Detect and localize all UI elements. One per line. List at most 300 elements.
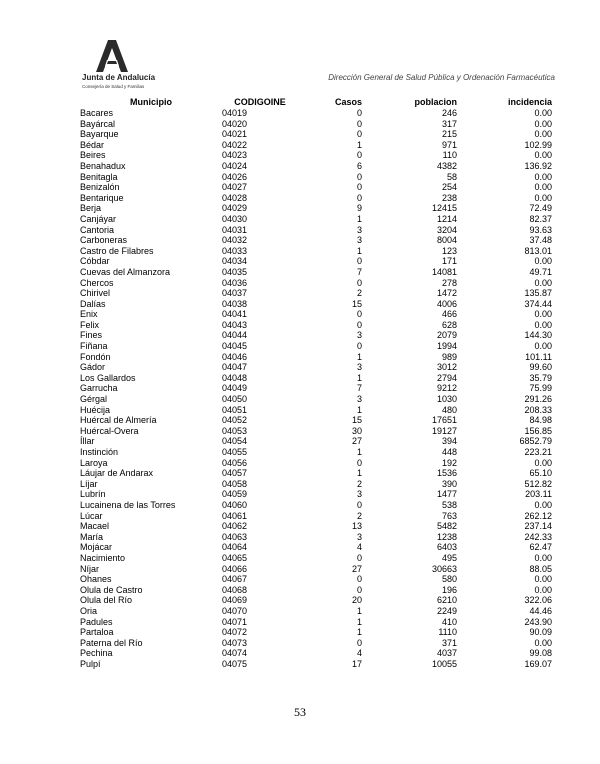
cell-incidencia: 82.37	[529, 213, 552, 224]
table-row	[80, 362, 552, 373]
cell-municipio: Pechina	[80, 648, 113, 659]
cell-municipio: Huécija	[80, 404, 111, 415]
cell-casos: 1	[356, 245, 362, 256]
cell-poblacion: 192	[441, 457, 457, 468]
table-row	[80, 193, 552, 204]
cell-municipio: Fines	[80, 330, 103, 341]
cell-incidencia: 0.00	[534, 309, 552, 320]
cell-casos: 0	[356, 277, 362, 288]
table-row	[80, 489, 552, 500]
cell-codigoine: 04053	[222, 425, 248, 436]
cell-codigoine: 04069	[222, 595, 248, 606]
cell-codigoine: 04047	[222, 362, 248, 373]
cell-municipio: Olula de Castro	[80, 584, 143, 595]
cell-codigoine: 04030	[222, 213, 248, 224]
cell-poblacion: 196	[441, 584, 457, 595]
cell-codigoine: 04065	[222, 552, 248, 563]
cell-incidencia: 93.63	[529, 224, 552, 235]
cell-casos: 7	[356, 383, 362, 394]
cell-codigoine: 04070	[222, 605, 248, 616]
table-row	[80, 161, 552, 172]
cell-casos: 3	[356, 394, 362, 405]
cell-poblacion: 3204	[436, 224, 457, 235]
cell-poblacion: 480	[441, 404, 457, 415]
table-row	[80, 352, 552, 363]
table-row	[80, 182, 552, 193]
cell-codigoine: 04062	[222, 521, 248, 532]
cell-casos: 20	[351, 595, 362, 606]
table-row	[80, 214, 552, 225]
cell-incidencia: 0.00	[534, 192, 552, 203]
cell-casos: 1	[356, 404, 362, 415]
cell-poblacion: 4037	[436, 648, 457, 659]
table-row	[80, 468, 552, 479]
cell-incidencia: 156.85	[524, 425, 552, 436]
cell-incidencia: 0.00	[534, 118, 552, 129]
cell-incidencia: 0.00	[534, 499, 552, 510]
cell-poblacion: 1214	[436, 213, 457, 224]
cell-codigoine: 04075	[222, 658, 248, 669]
cell-municipio: Benitagla	[80, 171, 118, 182]
table-row	[80, 140, 552, 151]
cell-incidencia: 136.92	[524, 160, 552, 171]
table-row	[80, 150, 552, 161]
table-row	[80, 447, 552, 458]
cell-codigoine: 04048	[222, 372, 248, 383]
cell-casos: 1	[356, 616, 362, 627]
cell-codigoine: 04041	[222, 309, 248, 320]
cell-casos: 3	[356, 224, 362, 235]
cell-incidencia: 101.11	[525, 351, 552, 362]
table-row	[80, 320, 552, 331]
cell-municipio: Cóbdar	[80, 256, 110, 267]
table-row	[80, 172, 552, 183]
cell-codigoine: 04052	[222, 415, 248, 426]
cell-incidencia: 144.30	[524, 330, 552, 341]
cell-poblacion: 110	[442, 150, 457, 161]
cell-municipio: Enix	[80, 309, 98, 320]
cell-casos: 3	[356, 362, 362, 373]
cell-codigoine: 04026	[222, 171, 248, 182]
logo-name: Junta de Andalucía	[82, 73, 156, 82]
cell-incidencia: 72.49	[529, 203, 552, 214]
cell-codigoine: 04033	[222, 245, 248, 256]
table-row	[80, 108, 552, 119]
cell-codigoine: 04064	[222, 542, 248, 553]
table-row	[80, 648, 552, 659]
table-row	[80, 330, 552, 341]
cell-municipio: Bayarque	[80, 129, 119, 140]
cell-poblacion: 394	[441, 436, 457, 447]
cell-casos: 0	[356, 319, 362, 330]
cell-incidencia: 169.07	[524, 658, 552, 669]
cell-codigoine: 04045	[222, 341, 248, 352]
cell-casos: 6	[356, 160, 362, 171]
page-number: 53	[294, 705, 306, 719]
table-row	[80, 627, 552, 638]
cell-municipio: Lúcar	[80, 510, 103, 521]
table-row	[80, 203, 552, 214]
table-row	[80, 288, 552, 299]
cell-poblacion: 628	[441, 319, 457, 330]
cell-municipio: Huércal-Overa	[80, 425, 139, 436]
cell-poblacion: 3012	[436, 362, 457, 373]
table-row	[80, 659, 552, 670]
cell-incidencia: 0.00	[534, 150, 552, 161]
cell-codigoine: 04037	[222, 288, 248, 299]
cell-poblacion: 495	[441, 552, 457, 563]
cell-casos: 2	[356, 288, 362, 299]
cell-incidencia: 291.26	[524, 394, 552, 405]
cell-codigoine: 04023	[222, 150, 248, 161]
cell-municipio: Fondón	[80, 351, 111, 362]
cell-codigoine: 04068	[222, 584, 248, 595]
cell-codigoine: 04021	[222, 129, 248, 140]
cell-casos: 27	[351, 436, 362, 447]
column-header-municipio: Municipio	[130, 97, 172, 108]
cell-incidencia: 0.00	[534, 277, 552, 288]
cell-poblacion: 58	[446, 171, 457, 182]
cell-casos: 0	[356, 457, 362, 468]
cell-codigoine: 04022	[222, 139, 248, 150]
table-row	[80, 542, 552, 553]
cell-casos: 13	[351, 521, 362, 532]
cell-casos: 30	[351, 425, 362, 436]
cell-municipio: Nacimiento	[80, 552, 126, 563]
cell-poblacion: 19127	[431, 425, 457, 436]
cell-poblacion: 246	[441, 108, 457, 118]
cell-codigoine: 04038	[222, 298, 248, 309]
cell-codigoine: 04073	[222, 637, 248, 648]
table-header-row	[80, 97, 552, 108]
cell-casos: 0	[356, 309, 362, 320]
cell-casos: 3	[356, 531, 362, 542]
cell-poblacion: 1110	[438, 627, 457, 638]
cell-casos: 7	[356, 266, 362, 277]
cell-poblacion: 371	[441, 637, 457, 648]
cell-poblacion: 8004	[436, 235, 457, 246]
cell-incidencia: 0.00	[534, 256, 552, 267]
cell-poblacion: 12415	[431, 203, 457, 214]
cell-poblacion: 2079	[436, 330, 457, 341]
cell-casos: 1	[356, 468, 362, 479]
cell-incidencia: 0.00	[534, 552, 552, 563]
cell-municipio: Bacares	[80, 108, 114, 118]
cell-incidencia: 208.33	[524, 404, 552, 415]
cell-poblacion: 448	[441, 447, 457, 457]
cell-codigoine: 04049	[222, 383, 248, 394]
cell-poblacion: 410	[441, 616, 457, 627]
cell-municipio: Bentarique	[80, 192, 124, 203]
cell-incidencia: 0.00	[534, 584, 552, 595]
cell-incidencia: 6852.79	[519, 436, 552, 447]
cell-municipio: Cantoria	[80, 224, 115, 235]
table-row	[80, 585, 552, 596]
cell-casos: 3	[356, 235, 362, 246]
table-row	[80, 235, 552, 246]
cell-casos: 0	[356, 341, 362, 352]
cell-municipio: Beires	[80, 150, 106, 161]
cell-codigoine: 04051	[222, 404, 248, 415]
cell-poblacion: 538	[441, 499, 457, 510]
cell-incidencia: 49.71	[529, 266, 552, 277]
cell-poblacion: 278	[441, 277, 457, 288]
junta-andalucia-logo	[82, 40, 172, 98]
cell-codigoine: 04072	[222, 627, 248, 638]
cell-casos: 2	[356, 510, 362, 521]
cell-municipio: Chercos	[80, 277, 114, 288]
table-row	[80, 436, 552, 447]
table-row	[80, 500, 552, 511]
cell-poblacion: 17651	[431, 415, 457, 426]
cell-poblacion: 1536	[436, 468, 457, 479]
table-row	[80, 129, 552, 140]
cell-casos: 1	[356, 605, 362, 616]
cell-incidencia: 90.09	[529, 627, 552, 638]
cell-casos: 0	[356, 574, 362, 585]
cell-casos: 0	[356, 499, 362, 510]
cell-poblacion: 466	[441, 309, 457, 320]
cell-poblacion: 1472	[436, 288, 457, 299]
cell-municipio: Macael	[80, 521, 110, 532]
cell-poblacion: 9212	[436, 383, 457, 394]
cell-codigoine: 04046	[222, 351, 248, 362]
cell-poblacion: 4382	[436, 160, 457, 171]
cell-codigoine: 04059	[222, 489, 248, 500]
cell-municipio: Lucainena de las Torres	[80, 499, 176, 510]
cell-municipio: Oria	[80, 605, 98, 616]
cell-poblacion: 14081	[431, 266, 457, 277]
cell-poblacion: 123	[441, 245, 457, 256]
cell-poblacion: 1030	[436, 394, 457, 405]
cell-codigoine: 04029	[222, 203, 248, 214]
cell-casos: 0	[356, 584, 362, 595]
cell-casos: 0	[356, 182, 362, 193]
cell-codigoine: 04058	[222, 478, 248, 489]
table-row	[80, 299, 552, 310]
table-row	[80, 373, 552, 384]
table-row	[80, 458, 552, 469]
cell-codigoine: 04060	[222, 499, 248, 510]
cell-incidencia: 0.00	[534, 108, 552, 118]
cell-poblacion: 215	[441, 129, 457, 140]
column-header-incidencia: incidencia	[507, 97, 552, 108]
cell-codigoine: 04057	[222, 468, 248, 479]
cell-casos: 4	[356, 648, 362, 659]
table-row	[80, 532, 552, 543]
cell-casos: 1	[356, 627, 362, 638]
cell-incidencia: 0.00	[534, 457, 552, 468]
cell-municipio: Los Gallardos	[80, 372, 136, 383]
cell-municipio: Lubrín	[80, 489, 106, 500]
cell-incidencia: 242.33	[524, 531, 552, 542]
cell-municipio: Paterna del Río	[80, 637, 143, 648]
header-department: Dirección General de Salud Pública y Ordenación Farmacéutica	[328, 73, 555, 82]
cell-municipio: Benizalón	[80, 182, 120, 193]
cell-casos: 0	[356, 129, 362, 140]
cell-incidencia: 99.08	[529, 648, 552, 659]
cell-codigoine: 04067	[222, 574, 248, 585]
table-row	[80, 341, 552, 352]
cell-codigoine: 04019	[222, 108, 248, 118]
cell-municipio: Íllar	[80, 436, 95, 447]
cell-poblacion: 6210	[436, 595, 457, 606]
cell-incidencia: 0.00	[534, 341, 552, 352]
cell-incidencia: 88.05	[529, 563, 552, 574]
cell-poblacion: 2794	[436, 372, 457, 383]
cell-casos: 1	[356, 139, 362, 150]
cell-municipio: Ohanes	[80, 574, 112, 585]
cell-poblacion: 4006	[436, 298, 457, 309]
cell-casos: 1	[356, 351, 362, 362]
cell-municipio: Canjáyar	[80, 213, 117, 224]
cell-codigoine: 04061	[222, 510, 248, 521]
cell-incidencia: 75.99	[529, 383, 552, 394]
cell-codigoine: 04044	[222, 330, 248, 341]
cell-incidencia: 223.21	[524, 447, 552, 457]
column-header-poblacion: poblacion	[414, 97, 457, 108]
cell-casos: 27	[351, 563, 362, 574]
cell-incidencia: 0.00	[534, 182, 552, 193]
cell-codigoine: 04036	[222, 277, 248, 288]
table-row	[80, 553, 552, 564]
cell-casos: 0	[356, 171, 362, 182]
cell-casos: 15	[351, 298, 362, 309]
cell-incidencia: 135.87	[524, 288, 552, 299]
cell-poblacion: 30663	[431, 563, 457, 574]
cell-incidencia: 203.11	[525, 489, 552, 500]
cell-casos: 0	[356, 637, 362, 648]
cell-casos: 0	[356, 150, 362, 161]
cell-incidencia: 322.06	[524, 595, 552, 606]
cell-codigoine: 04034	[222, 256, 248, 267]
table-row	[80, 405, 552, 416]
cell-casos: 15	[351, 415, 362, 426]
column-header-casos: Casos	[334, 97, 362, 108]
cell-codigoine: 04024	[222, 160, 248, 171]
cell-municipio: Garrucha	[80, 383, 118, 394]
cell-municipio: Felix	[80, 319, 100, 330]
column-header-codigoine: CODIGOINE	[234, 97, 286, 108]
cell-poblacion: 580	[441, 574, 457, 585]
cell-municipio: Partaloa	[80, 627, 114, 638]
cell-casos: 0	[356, 108, 362, 118]
table-row	[80, 119, 552, 130]
cell-incidencia: 44.46	[529, 605, 552, 616]
cell-incidencia: 0.00	[534, 637, 552, 648]
table-row	[80, 383, 552, 394]
cell-poblacion: 238	[441, 192, 457, 203]
table-row	[80, 278, 552, 289]
cell-codigoine: 04056	[222, 457, 248, 468]
cell-poblacion: 171	[441, 256, 457, 267]
table-row	[80, 415, 552, 426]
cell-casos: 9	[356, 203, 362, 214]
cell-poblacion: 971	[441, 139, 457, 150]
cell-municipio: Bédar	[80, 139, 105, 150]
cell-incidencia: 512.82	[524, 478, 552, 489]
cell-casos: 2	[356, 478, 362, 489]
cell-codigoine: 04031	[222, 224, 248, 235]
cell-codigoine: 04054	[222, 436, 248, 447]
cell-codigoine: 04043	[222, 319, 248, 330]
table-row	[80, 394, 552, 405]
cell-municipio: Benahadux	[80, 160, 126, 171]
cell-municipio: Padules	[80, 616, 113, 627]
cell-poblacion: 763	[441, 510, 457, 521]
cell-incidencia: 35.79	[529, 372, 552, 383]
cell-casos: 0	[356, 118, 362, 129]
cell-incidencia: 84.98	[529, 415, 552, 426]
cell-incidencia: 0.00	[534, 319, 552, 330]
cell-codigoine: 04020	[222, 118, 248, 129]
cell-codigoine: 04066	[222, 563, 248, 574]
cell-municipio: Bayárcal	[80, 118, 116, 129]
cell-casos: 0	[356, 552, 362, 563]
cell-codigoine: 04071	[222, 616, 248, 627]
cell-municipio: Instinción	[80, 447, 119, 457]
cell-codigoine: 04055	[222, 447, 248, 457]
table-row	[80, 511, 552, 522]
cell-municipio: Carboneras	[80, 235, 128, 246]
cell-poblacion: 1477	[436, 489, 457, 500]
cell-casos: 1	[356, 372, 362, 383]
cell-codigoine: 04035	[222, 266, 248, 277]
cell-poblacion: 1994	[436, 341, 457, 352]
cell-incidencia: 237.14	[524, 521, 552, 532]
table-row	[80, 246, 552, 257]
cell-incidencia: 65.10	[529, 468, 552, 479]
cell-incidencia: 262.12	[524, 510, 552, 521]
cell-poblacion: 390	[441, 478, 457, 489]
cell-municipio: Huércal de Almería	[80, 415, 157, 426]
cell-municipio: Cuevas del Almanzora	[80, 266, 171, 277]
table-row	[80, 617, 552, 628]
incidence-table	[80, 97, 552, 669]
cell-municipio: Castro de Filabres	[80, 245, 154, 256]
cell-casos: 1	[356, 447, 362, 457]
cell-codigoine: 04027	[222, 182, 248, 193]
cell-incidencia: 99.60	[529, 362, 552, 373]
cell-municipio: Chirivel	[80, 288, 111, 299]
cell-incidencia: 0.00	[534, 574, 552, 585]
cell-poblacion: 10055	[431, 658, 457, 669]
cell-codigoine: 04063	[222, 531, 248, 542]
cell-municipio: Gérgal	[80, 394, 108, 405]
table-row	[80, 256, 552, 267]
cell-poblacion: 6403	[436, 542, 457, 553]
cell-codigoine: 04050	[222, 394, 248, 405]
table-body	[80, 108, 552, 669]
cell-municipio: Laroya	[80, 457, 108, 468]
cell-casos: 3	[356, 330, 362, 341]
table-row	[80, 638, 552, 649]
cell-municipio: Dalías	[80, 298, 106, 309]
cell-municipio: Mojácar	[80, 542, 113, 553]
cell-casos: 3	[356, 489, 362, 500]
cell-poblacion: 2249	[436, 605, 457, 616]
cell-casos: 1	[356, 213, 362, 224]
cell-incidencia: 813.01	[524, 245, 552, 256]
cell-poblacion: 317	[441, 118, 457, 129]
cell-incidencia: 0.00	[534, 171, 552, 182]
cell-codigoine: 04074	[222, 648, 248, 659]
table-row	[80, 479, 552, 490]
cell-incidencia: 102.99	[524, 139, 552, 150]
table-row	[80, 521, 552, 532]
cell-incidencia: 37.48	[529, 235, 552, 246]
table-row	[80, 574, 552, 585]
